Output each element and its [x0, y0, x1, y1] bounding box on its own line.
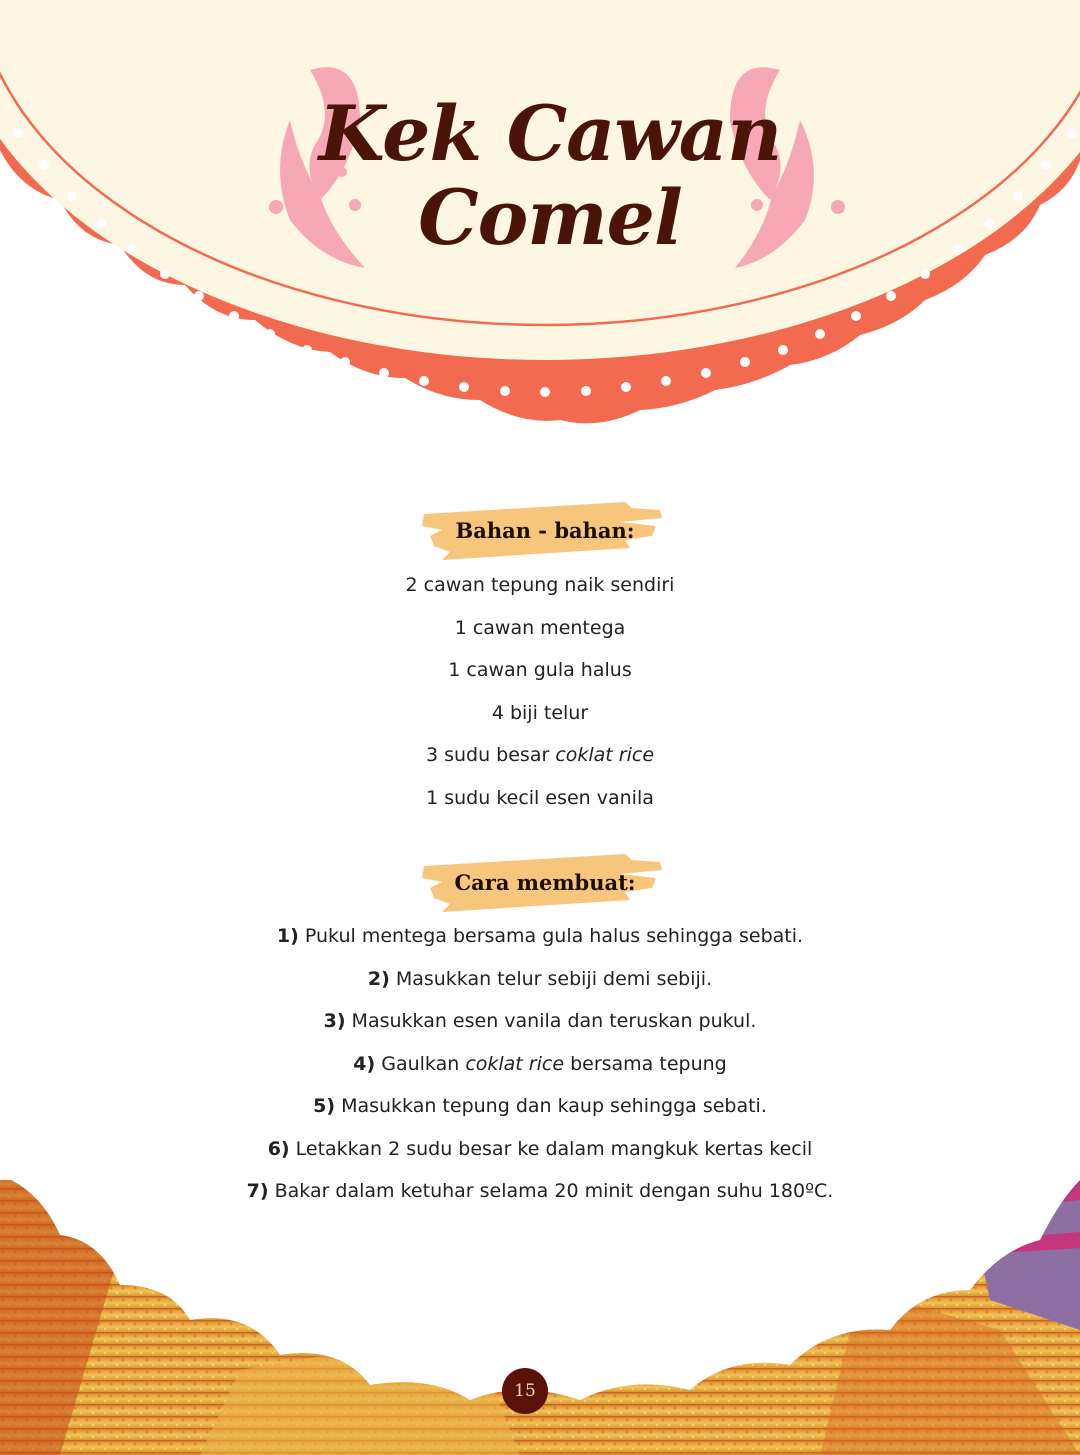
method-step: 1) Pukul mentega bersama gula halus sehingga sebati. — [276, 925, 804, 947]
ingredient-item: 4 biji telur — [491, 701, 589, 724]
method-step: 6) Letakkan 2 sudu besar ke dalam mangkuk kertas kecil — [267, 1137, 813, 1160]
title-line-2: Comel — [418, 173, 682, 262]
method-steps-list — [0, 923, 1080, 1221]
page-number: 15 — [502, 1368, 548, 1414]
method-heading — [420, 848, 670, 912]
method-heading-label: Cara membuat: — [454, 870, 636, 895]
method-step: 3) Masukkan esen vanila dan teruskan pukul. — [323, 1010, 757, 1032]
ingredients-heading — [420, 496, 670, 560]
title-line-1: Kek Cawan — [318, 89, 782, 178]
method-step: 4) Gaulkan coklat rice bersama tepung — [353, 1052, 727, 1075]
ingredient-item: 3 sudu besar coklat rice — [425, 744, 655, 766]
ingredient-item: 1 cawan gula halus — [448, 659, 632, 681]
ingredient-item: 1 sudu kecil esen vanila — [426, 786, 654, 809]
page-title — [290, 89, 810, 262]
ingredients-list — [0, 572, 1080, 827]
method-step: 7) Bakar dalam ketuhar selama 20 minit dengan suhu 180ºC. — [246, 1180, 834, 1202]
ingredients-heading-label: Bahan - bahan: — [455, 518, 635, 543]
method-step: 5) Masukkan tepung dan kaup sehingga sebati. — [313, 1095, 767, 1117]
method-step: 2) Masukkan telur sebiji demi sebiji. — [367, 967, 713, 990]
ingredient-item: 2 cawan tepung naik sendiri — [405, 574, 675, 596]
ingredient-item: 1 cawan mentega — [454, 616, 626, 639]
